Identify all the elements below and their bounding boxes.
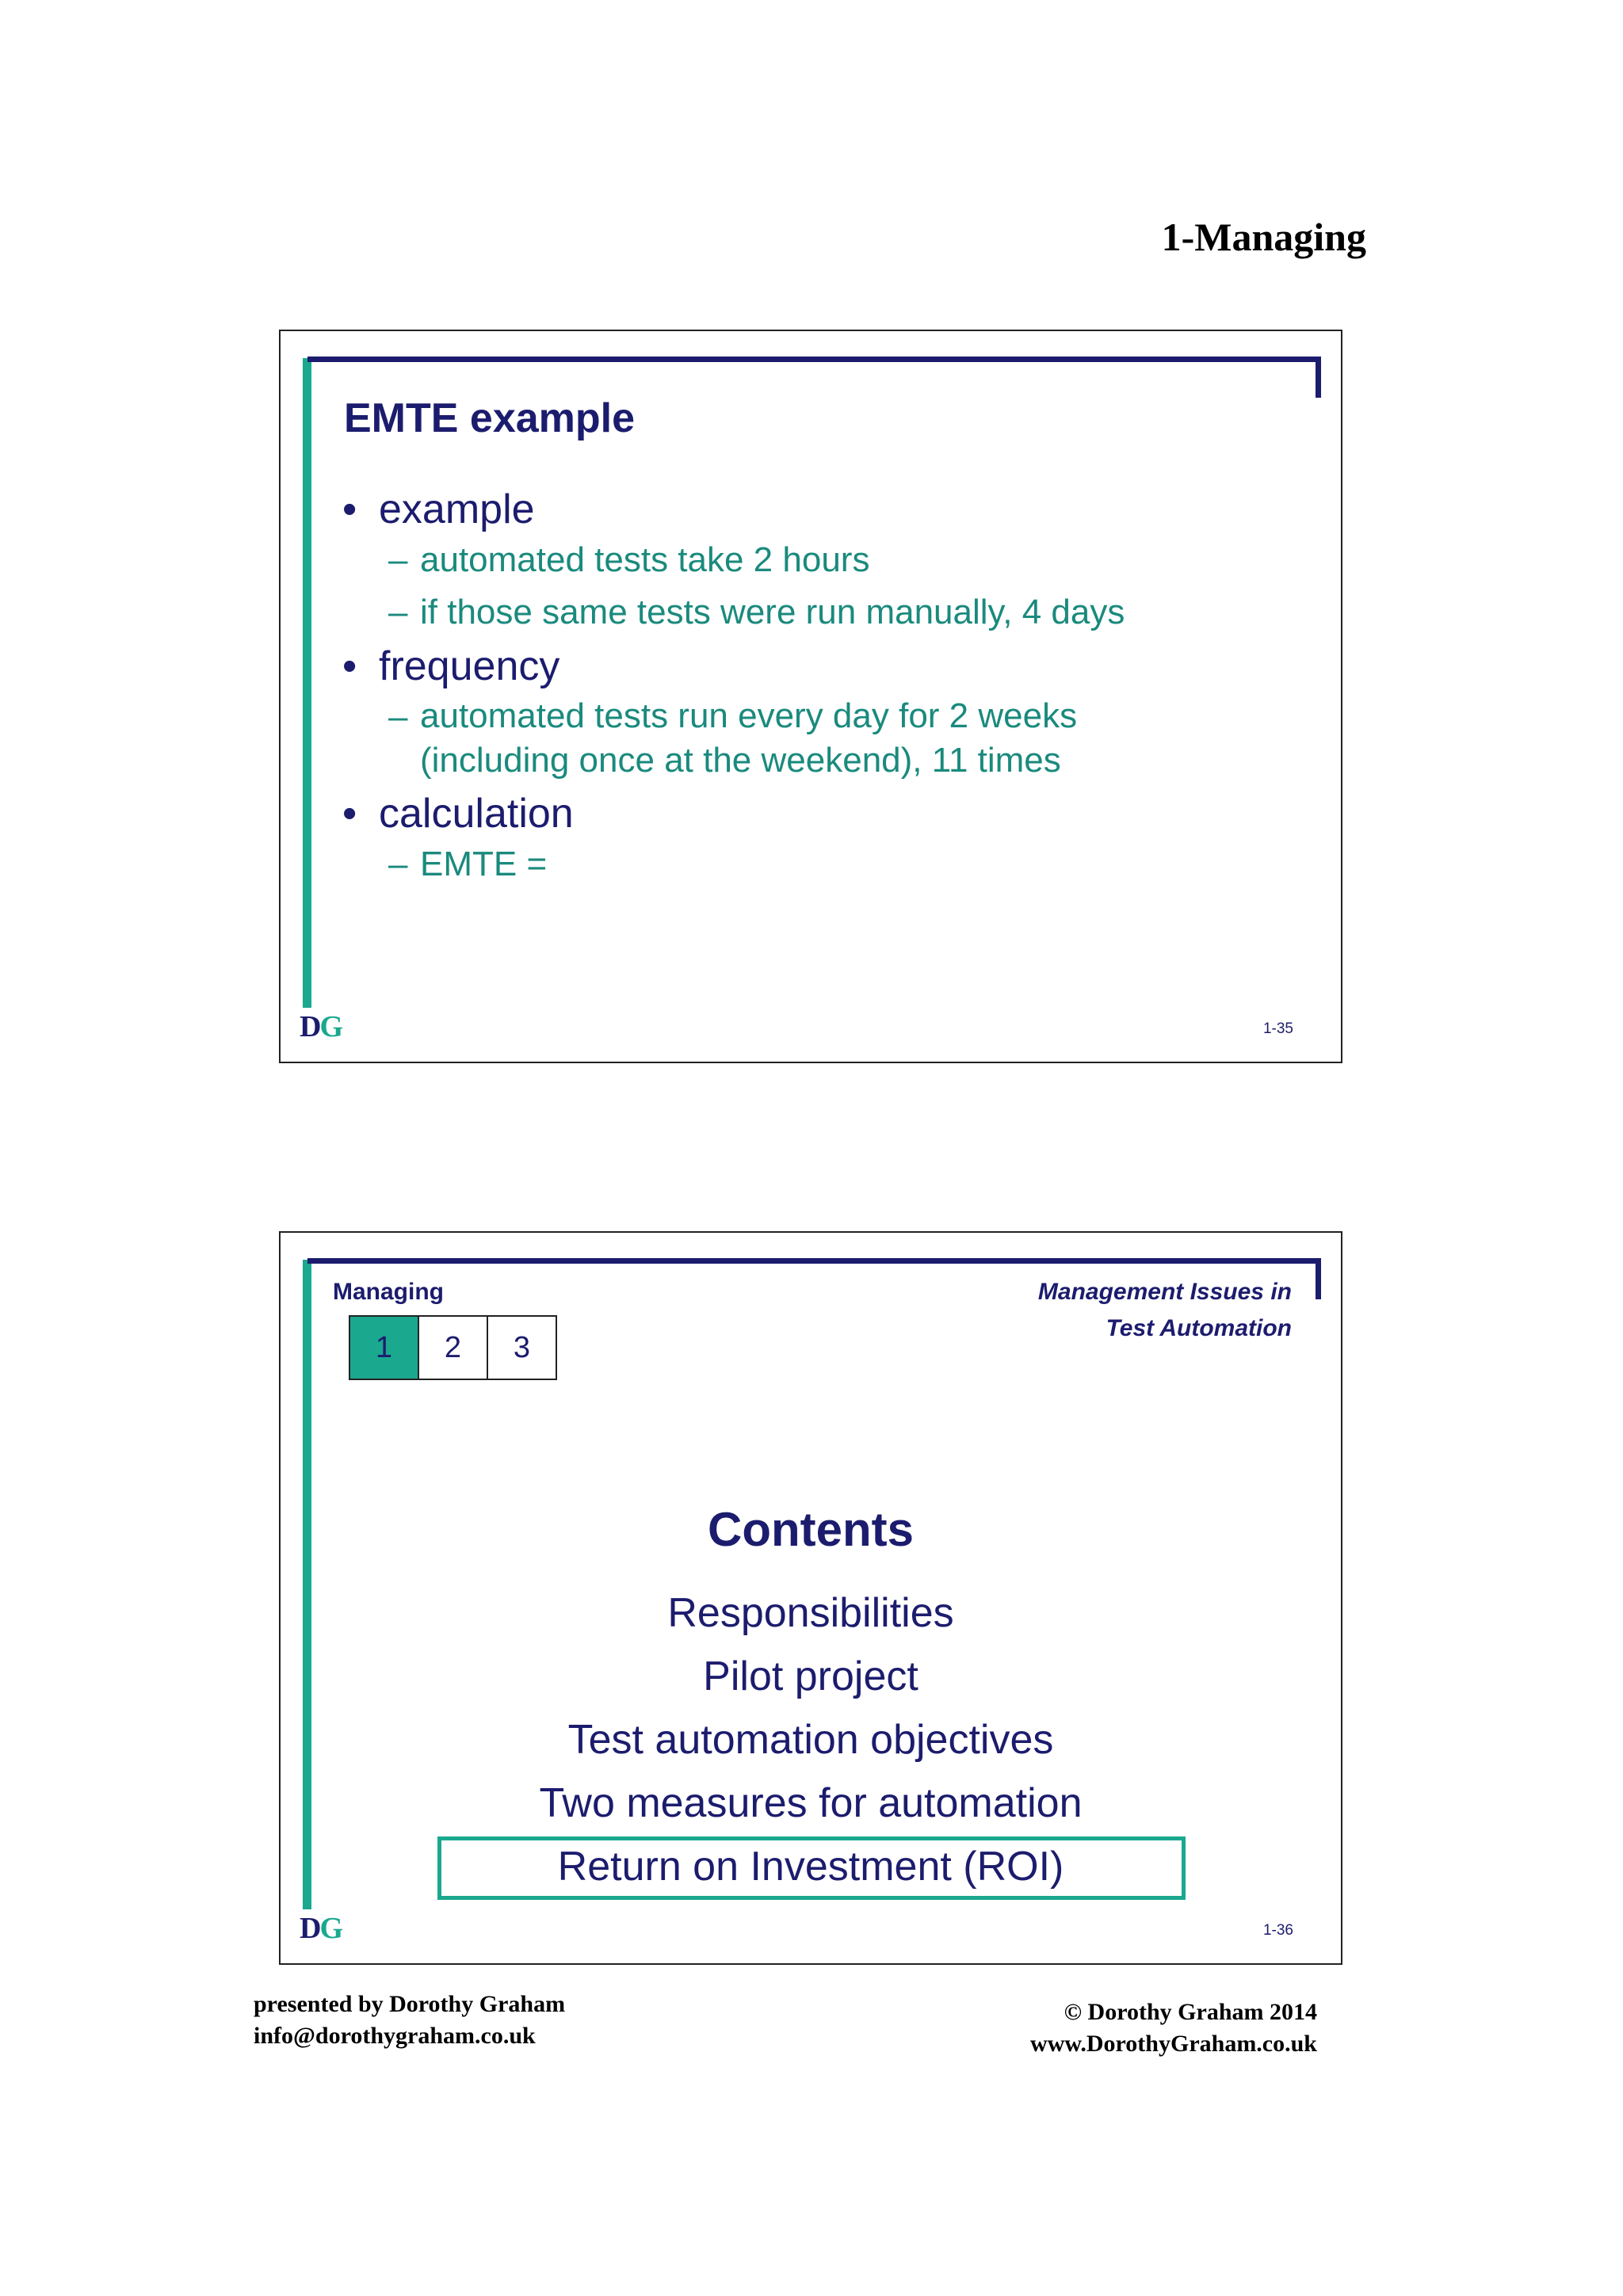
sub-bullet-text: automated tests run every day for 2 weeks	[420, 696, 1078, 735]
footer-presenter	[254, 1989, 565, 2052]
sub-bullet-text: if those same tests were run manually, 4 days	[420, 593, 1125, 631]
bullet-item	[342, 642, 1125, 691]
bullet-text: frequency	[379, 643, 560, 689]
contents-item-highlighted: Return on Investment (ROI)	[557, 1844, 1064, 1890]
section-nav-item-3: 3	[487, 1315, 557, 1380]
sub-bullet-text: EMTE =	[420, 845, 548, 883]
section-nav-item-1: 1	[349, 1315, 419, 1380]
dash-glyph: –	[388, 540, 408, 579]
course-title-line: Test Automation	[1106, 1315, 1292, 1341]
logo-letter-g: G	[319, 1912, 342, 1945]
sub-bullet-item	[342, 841, 1125, 887]
slide-accent-bar-top	[307, 357, 1320, 362]
footer-copyright	[1030, 1997, 1317, 2060]
presenter-name: presented by Dorothy Graham	[254, 1991, 566, 2017]
copyright-text: © Dorothy Graham 2014	[1064, 1999, 1317, 2025]
contents-item: Two measures for automation	[539, 1780, 1083, 1826]
dash-glyph: –	[388, 697, 408, 736]
section-label: Managing	[333, 1279, 444, 1305]
dg-logo	[300, 1009, 342, 1044]
bullet-text: calculation	[379, 791, 574, 837]
bullet-item	[342, 789, 1125, 838]
dash-glyph: –	[388, 845, 408, 883]
slide-accent-bar-top	[307, 1258, 1320, 1264]
slide-contents	[279, 1231, 1342, 1965]
sub-bullet-item	[342, 694, 1125, 783]
sub-bullet-text-continued: (including once at the weekend), 11 times	[420, 741, 1061, 780]
slide-number: 1-35	[1262, 1020, 1293, 1037]
logo-letter-d: D	[300, 1010, 320, 1043]
sub-bullet-item	[342, 589, 1125, 635]
slide-accent-bar-right	[1316, 357, 1321, 398]
logo-letter-d: D	[300, 1912, 320, 1945]
bullet-list	[342, 482, 1125, 894]
presenter-email: info@dorothygraham.co.uk	[254, 2023, 536, 2049]
sub-bullet-text: automated tests take 2 hours	[420, 540, 870, 579]
bullet-item	[342, 485, 1125, 534]
bullet-text: example	[379, 486, 535, 532]
course-title-line: Management Issues in	[1037, 1279, 1292, 1305]
dg-logo	[300, 1911, 342, 1946]
dash-glyph: –	[388, 593, 408, 631]
contents-heading: Contents	[708, 1503, 914, 1556]
logo-letter-g: G	[319, 1010, 342, 1043]
slide-accent-bar-left	[303, 358, 311, 1008]
section-nav	[350, 1315, 557, 1380]
slide-emte-example	[279, 330, 1342, 1063]
page-title: 1-Managing	[1161, 215, 1366, 259]
section-nav-item-2: 2	[418, 1315, 488, 1380]
highlight-box	[437, 1836, 1186, 1900]
contents-item: Pilot project	[703, 1653, 918, 1699]
sub-bullet-item	[342, 537, 1125, 583]
slide-title: EMTE example	[344, 395, 636, 441]
contents-item: Responsibilities	[667, 1590, 954, 1636]
website-text: www.DorothyGraham.co.uk	[1030, 2031, 1317, 2057]
course-title	[1038, 1274, 1292, 1347]
slide-accent-bar-right	[1316, 1258, 1321, 1299]
slide-number: 1-36	[1262, 1922, 1293, 1939]
contents-item: Test automation objectives	[567, 1717, 1054, 1763]
